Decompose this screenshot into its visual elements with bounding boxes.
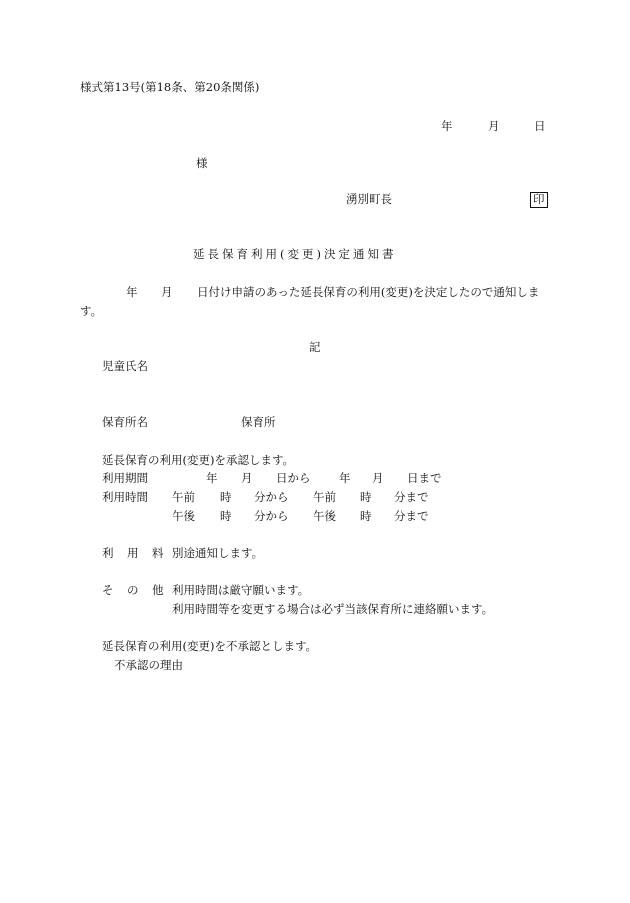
time-hour2: 時 — [360, 490, 372, 504]
time-minfrom: 分から — [254, 490, 289, 504]
document-title: 延長保育利用(変更)決定通知書 — [193, 247, 397, 261]
form-number: 様式第13号(第18条、第20条関係) — [80, 80, 260, 94]
fee-value: 別途通知します。 — [172, 546, 264, 560]
reject-heading: 延長保育の利用(変更)を不承認とします。 — [102, 639, 318, 653]
child-name-label: 児童氏名 — [102, 359, 148, 373]
other-line-2: 利用時間等を変更する場合は必ず当該保育所に連絡願います。 — [172, 602, 494, 616]
issuer: 湧別町長 — [346, 192, 392, 206]
approve-heading: 延長保育の利用(変更)を承認します。 — [102, 453, 295, 467]
fee-label-1: 利 — [102, 546, 114, 560]
period-year1: 年 — [206, 471, 218, 485]
nursery-suffix: 保育所 — [241, 415, 276, 429]
time-ampm1: 午前 — [172, 490, 195, 504]
reject-reason-label: 不承認の理由 — [114, 658, 183, 672]
intro-year: 年 — [126, 285, 138, 299]
period-month2: 月 — [372, 471, 384, 485]
recipient-suffix: 様 — [196, 156, 208, 170]
date-month: 月 — [488, 119, 500, 133]
time-minfrom: 分から — [254, 509, 289, 523]
period-month1: 月 — [241, 471, 253, 485]
intro-text: 日付け申請のあった延長保育の利用(変更)を決定したので通知しま — [197, 285, 540, 299]
time-ampm2: 午後 — [313, 509, 336, 523]
time-ampm2: 午前 — [313, 490, 336, 504]
other-label-1: そ — [102, 583, 114, 597]
time-minuntil: 分まで — [394, 509, 429, 523]
date-year: 年 — [441, 119, 453, 133]
time-minuntil: 分まで — [394, 490, 429, 504]
time-ampm1: 午後 — [172, 509, 195, 523]
intro-wrap: す。 — [80, 304, 103, 318]
time-hour2: 時 — [360, 509, 372, 523]
period-label: 利用期間 — [102, 471, 148, 485]
time-hour1: 時 — [220, 509, 232, 523]
seal-box: 印 — [530, 192, 548, 208]
other-label-2: の — [127, 583, 139, 597]
intro-month: 月 — [161, 285, 173, 299]
time-hour1: 時 — [220, 490, 232, 504]
time-label: 利用時間 — [102, 490, 148, 504]
period-year2: 年 — [339, 471, 351, 485]
fee-label-2: 用 — [127, 546, 139, 560]
ki-heading: 記 — [309, 340, 321, 354]
period-until: 日まで — [407, 471, 442, 485]
nursery-label: 保育所名 — [102, 415, 148, 429]
date-day: 日 — [534, 119, 546, 133]
other-line-1: 利用時間は厳守願います。 — [172, 583, 310, 597]
other-label-3: 他 — [152, 583, 164, 597]
period-from: 日から — [276, 471, 311, 485]
fee-label-3: 料 — [152, 546, 164, 560]
